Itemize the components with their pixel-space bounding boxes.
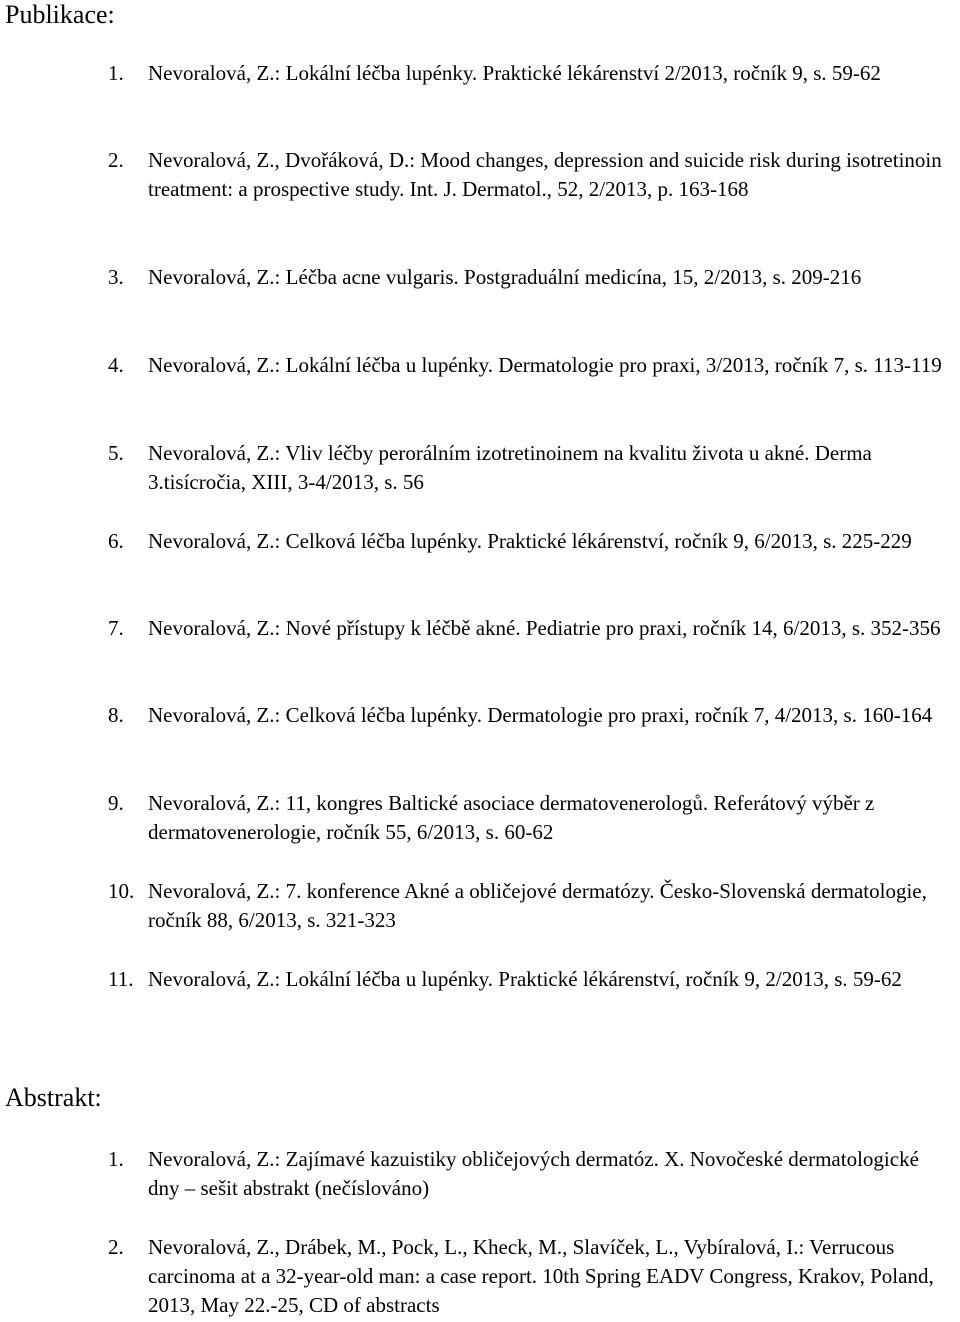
- item-citation: Nevoralová, Z.: Lokální léčba u lupénky. Praktické lékárenství, ročník 9, 2/2013, s. 59-62: [148, 967, 902, 991]
- item-citation: Nevoralová, Z.: 7. konference Akné a obličejové dermatózy. Česko-Slovenská dermatologie, ročník 88, 6/2013, s. 321-323: [148, 879, 927, 932]
- item-citation: Nevoralová, Z.: Léčba acne vulgaris. Postgraduální medicína, 15, 2/2013, s. 209-216: [148, 265, 862, 289]
- item-citation: Nevoralová, Z.: Vliv léčby perorálním izotretinoinem na kvalitu života u akné. Derma 3.tisícročia, XIII, 3-4/2013, s. 56: [148, 441, 872, 494]
- item-citation: Nevoralová, Z.: Lokální léčba lupénky. Praktické lékárenství 2/2013, ročník 9, s. 59-62: [148, 61, 881, 85]
- item-number: 11.: [108, 967, 134, 991]
- item-number: 10.: [108, 879, 135, 903]
- item-number: 2.: [108, 148, 124, 172]
- item-citation: Nevoralová, Z.: Celková léčba lupénky. Praktické lékárenství, ročník 9, 6/2013, s. 225-229: [148, 529, 912, 553]
- item-number: 6.: [108, 529, 124, 553]
- item-number: 1.: [108, 61, 124, 85]
- item-number: 9.: [108, 791, 124, 815]
- item-number: 1.: [108, 1147, 124, 1171]
- publications-heading: Publikace:: [5, 0, 115, 29]
- item-citation: Nevoralová, Z.: Zajímavé kazuistiky obličejových dermatóz. X. Novočeské dermatologické dny – sešit abstrakt (nečíslováno): [148, 1147, 919, 1200]
- item-citation: Nevoralová, Z.: Celková léčba lupénky. Dermatologie pro praxi, ročník 7, 4/2013, s. 160-164: [148, 703, 933, 727]
- item-number: 7.: [108, 616, 124, 640]
- item-citation: Nevoralová, Z.: Lokální léčba u lupénky. Dermatologie pro praxi, 3/2013, ročník 7, s. 113-119: [148, 353, 942, 377]
- item-number: 3.: [108, 265, 124, 289]
- item-number: 4.: [108, 353, 124, 377]
- item-number: 8.: [108, 703, 124, 727]
- item-citation: Nevoralová, Z.: 11, kongres Baltické asociace dermatovenerologů. Referátový výběr z dermatovenerologie, ročník 55, 6/2013, s. 60-62: [148, 791, 875, 844]
- item-number: 5.: [108, 441, 124, 465]
- item-citation: Nevoralová, Z., Drábek, M., Pock, L., Kheck, M., Slavíček, L., Vybíralová, I.: Verrucous carcinoma at a 32-year-old man: a case report. 10th Spring EADV Congress, Krakov, Poland, 2013, May 22.-25, CD of abstracts: [148, 1235, 934, 1317]
- item-citation: Nevoralová, Z., Dvořáková, D.: Mood changes, depression and suicide risk during isotretinoin treatment: a prospective study. Int. J. Dermatol., 52, 2/2013, p. 163-168: [148, 148, 942, 201]
- item-citation: Nevoralová, Z.: Nové přístupy k léčbě akné. Pediatrie pro praxi, ročník 14, 6/2013, s. 352-356: [148, 616, 941, 640]
- item-number: 2.: [108, 1235, 124, 1259]
- abstracts-heading: Abstrakt:: [5, 1083, 102, 1112]
